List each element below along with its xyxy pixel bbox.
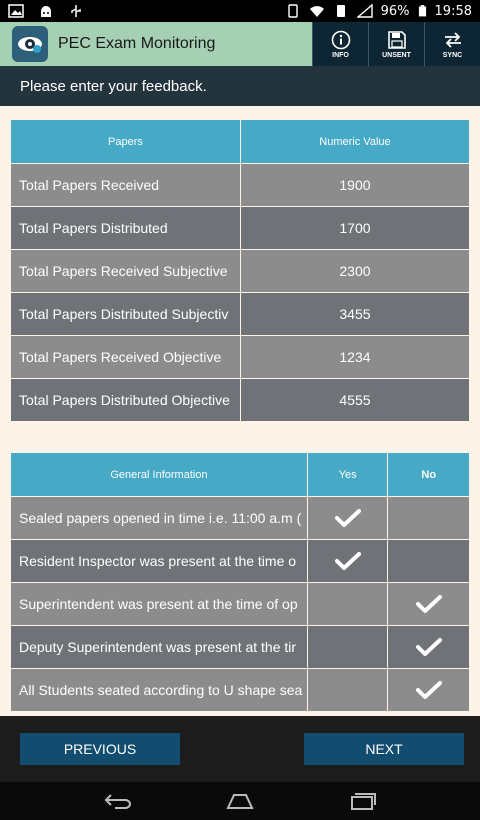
wifi-icon [309, 4, 325, 18]
battery-percent: 96% [380, 3, 410, 19]
no-checkbox[interactable] [388, 626, 470, 669]
row-label: Total Papers Received [11, 164, 241, 207]
checkmark-icon [416, 594, 442, 614]
numeric-value-field[interactable]: 3455 [240, 293, 469, 336]
table-row [11, 164, 470, 207]
unsent-label: UNSENT [382, 51, 411, 59]
image-notification-icon [8, 4, 24, 18]
row-label: All Students seated according to U shape sea [11, 669, 308, 712]
numeric-value-header: Numeric Value [240, 120, 469, 164]
numeric-value-field[interactable]: 1700 [240, 207, 469, 250]
save-icon [387, 30, 407, 50]
clock: 19:58 [434, 3, 472, 19]
unsent-button[interactable] [368, 22, 424, 66]
yes-checkbox[interactable] [307, 583, 388, 626]
battery-icon [418, 4, 427, 18]
sim-icon [333, 4, 349, 18]
row-label: Total Papers Distributed Objective [11, 379, 241, 422]
eye-logo-icon [16, 33, 44, 55]
table-row [11, 250, 470, 293]
numeric-value-field[interactable]: 1900 [240, 164, 469, 207]
table-row [11, 336, 470, 379]
yes-checkbox[interactable] [307, 626, 388, 669]
no-header: No [388, 453, 470, 497]
row-label: Superintendent was present at the time of op [11, 583, 308, 626]
signal-icon [357, 4, 373, 18]
row-label: Sealed papers opened in time i.e. 11:00 a.m ( [11, 497, 308, 540]
row-label: Resident Inspector was present at the time o [11, 540, 308, 583]
table-row [11, 379, 470, 422]
general-info-table [10, 452, 470, 712]
checkmark-icon [416, 680, 442, 700]
back-icon[interactable] [103, 792, 133, 810]
checkmark-icon [335, 508, 361, 528]
table-row [11, 207, 470, 250]
table-row [11, 583, 470, 626]
info-label: INFO [332, 51, 349, 59]
app-logo [12, 26, 48, 62]
yes-header: Yes [307, 453, 388, 497]
sync-icon [442, 30, 464, 50]
home-icon[interactable] [225, 792, 255, 810]
table-row [11, 626, 470, 669]
sync-label: SYNC [442, 51, 463, 59]
no-checkbox[interactable] [388, 583, 470, 626]
app-title: PEC Exam Monitoring [58, 35, 216, 52]
papers-table [10, 119, 470, 422]
checkmark-icon [335, 551, 361, 571]
yes-checkbox[interactable] [307, 669, 388, 712]
row-label: Total Papers Distributed [11, 207, 241, 250]
table-row [11, 540, 470, 583]
table-row [11, 293, 470, 336]
papers-header: Papers [11, 120, 241, 164]
next-button[interactable]: NEXT [304, 733, 464, 765]
previous-button[interactable]: PREVIOUS [20, 733, 180, 765]
table-row [11, 497, 470, 540]
numeric-value-field[interactable]: 4555 [240, 379, 469, 422]
yes-checkbox[interactable] [307, 540, 388, 583]
system-navigation-bar [0, 782, 480, 820]
general-info-header: General Information [11, 453, 308, 497]
feedback-prompt: Please enter your feedback. [0, 66, 480, 106]
recent-apps-icon[interactable] [347, 792, 377, 810]
sync-button[interactable] [424, 22, 480, 66]
info-icon [331, 30, 351, 50]
numeric-value-field[interactable]: 2300 [240, 250, 469, 293]
numeric-value-field[interactable]: 1234 [240, 336, 469, 379]
table-row [11, 669, 470, 712]
row-label: Total Papers Received Subjective [11, 250, 241, 293]
bottom-button-bar [0, 716, 480, 782]
yes-checkbox[interactable] [307, 497, 388, 540]
status-bar [0, 0, 480, 22]
row-label: Deputy Superintendent was present at the tir [11, 626, 308, 669]
row-label: Total Papers Received Objective [11, 336, 241, 379]
checkmark-icon [416, 637, 442, 657]
app-bar [0, 22, 480, 66]
no-checkbox[interactable] [388, 497, 470, 540]
rotate-icon [285, 4, 301, 18]
no-checkbox[interactable] [388, 540, 470, 583]
android-notification-icon [38, 4, 54, 18]
no-checkbox[interactable] [388, 669, 470, 712]
info-button[interactable] [312, 22, 368, 66]
usb-icon [68, 4, 84, 18]
row-label: Total Papers Distributed Subjectiv [11, 293, 241, 336]
